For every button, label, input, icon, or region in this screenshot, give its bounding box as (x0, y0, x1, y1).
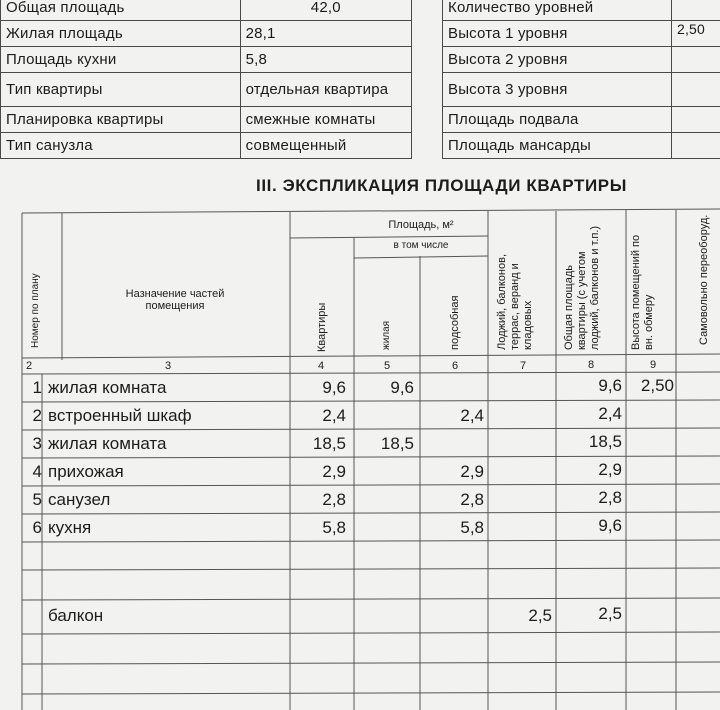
summary-value: 42,0 (240, 0, 411, 21)
cell-total: 2,4 (598, 404, 622, 423)
levels-label: Количество уровней (443, 0, 672, 21)
levels-value: 2,50 (671, 21, 720, 47)
section-title: III. ЭКСПЛИКАЦИЯ ПЛОЩАДИ КВАРТИРЫ (256, 176, 627, 195)
header-loggias: Лоджий, балконов, террас, веранд и кладовых (496, 253, 534, 350)
cell-name: кухня (48, 518, 92, 537)
cell-total: 2,5 (598, 604, 622, 623)
header-area-label: Площадь, м² (388, 219, 454, 231)
cell-name: санузел (48, 490, 111, 509)
cell-no: 2 (32, 406, 42, 425)
summary-label: Жилая площадь (1, 21, 241, 47)
summary-value: совмещенный (240, 133, 411, 159)
cell-name: прихожая (48, 462, 124, 481)
cell-name: жилая комната (48, 378, 167, 397)
cell-apt: 2,8 (322, 490, 346, 509)
col-number: 8 (588, 359, 595, 371)
levels-label: Высота 2 уровня (443, 47, 672, 73)
cell-name: встроенный шкаф (48, 406, 192, 425)
col-number: 7 (520, 360, 527, 372)
summary-label: Тип санузла (1, 133, 241, 159)
cell-no: 6 (32, 518, 42, 537)
levels-label: Площадь мансарды (443, 133, 672, 159)
header-unauthorized: Самовольно переоборуд. (698, 214, 710, 345)
header-area (354, 219, 488, 231)
cell-no: 5 (32, 490, 42, 509)
cell-total: 9,6 (598, 516, 622, 535)
cell-aux: 2,9 (460, 462, 484, 481)
col-number: 6 (452, 360, 459, 372)
cell-apt: 2,9 (322, 462, 346, 481)
col-number: 9 (650, 359, 657, 371)
cell-apt: 2,4 (322, 406, 346, 425)
cell-loggia: 2,5 (528, 606, 552, 625)
cell-living: 18,5 (380, 434, 414, 453)
cell-living: 9,6 (390, 378, 414, 397)
header-height: Высота помещений по вн. обмеру (630, 234, 655, 350)
col-number: 4 (318, 360, 325, 372)
cell-no: 1 (32, 378, 42, 397)
summary-value: 28,1 (240, 21, 411, 47)
cell-aux: 2,8 (460, 490, 484, 509)
col-number: 3 (165, 360, 172, 372)
cell-no: 3 (32, 434, 42, 453)
cell-total: 18,5 (588, 432, 622, 451)
cell-no: 4 (32, 462, 42, 481)
cell-total: 9,6 (598, 376, 622, 395)
header-auxiliary: подсобная (449, 295, 461, 350)
header-plan-no: Номер по плану (30, 273, 41, 348)
cell-apt: 5,8 (322, 518, 346, 537)
levels-label: Высота 3 уровня (443, 73, 672, 107)
cell-total: 2,8 (598, 488, 622, 507)
cell-height: 2,50 (640, 376, 674, 395)
summary-label: Общая площадь (1, 0, 241, 21)
header-total-area: Общая площадь квартиры (с учетом лоджий, балконов и т.п.) (563, 225, 601, 350)
cell-aux: 5,8 (460, 518, 484, 537)
summary-label: Планировка квартиры (1, 107, 241, 133)
header-purpose: Назначение частей помещения (125, 288, 225, 312)
cell-name: жилая комната (48, 434, 167, 453)
cell-aux: 2,4 (460, 406, 484, 425)
summary-value: 5,8 (240, 47, 411, 73)
col-number: 5 (384, 360, 391, 372)
col-number: 2 (26, 360, 33, 372)
summary-label: Площадь кухни (1, 47, 241, 73)
summary-value: смежные комнаты (240, 107, 411, 133)
levels-label: Высота 1 уровня (443, 21, 672, 47)
cell-apt: 9,6 (322, 378, 346, 397)
cell-total: 2,9 (598, 460, 622, 479)
summary-label: Тип квартиры (1, 73, 241, 107)
levels-label: Площадь подвала (443, 107, 672, 133)
header-living: жилая (381, 320, 392, 350)
summary-value: отдельная квартира (240, 73, 411, 107)
cell-name: балкон (48, 606, 104, 625)
header-including: в том числе (393, 240, 449, 251)
cell-apt: 18,5 (312, 434, 346, 453)
header-apartments: Квартиры (316, 302, 328, 352)
